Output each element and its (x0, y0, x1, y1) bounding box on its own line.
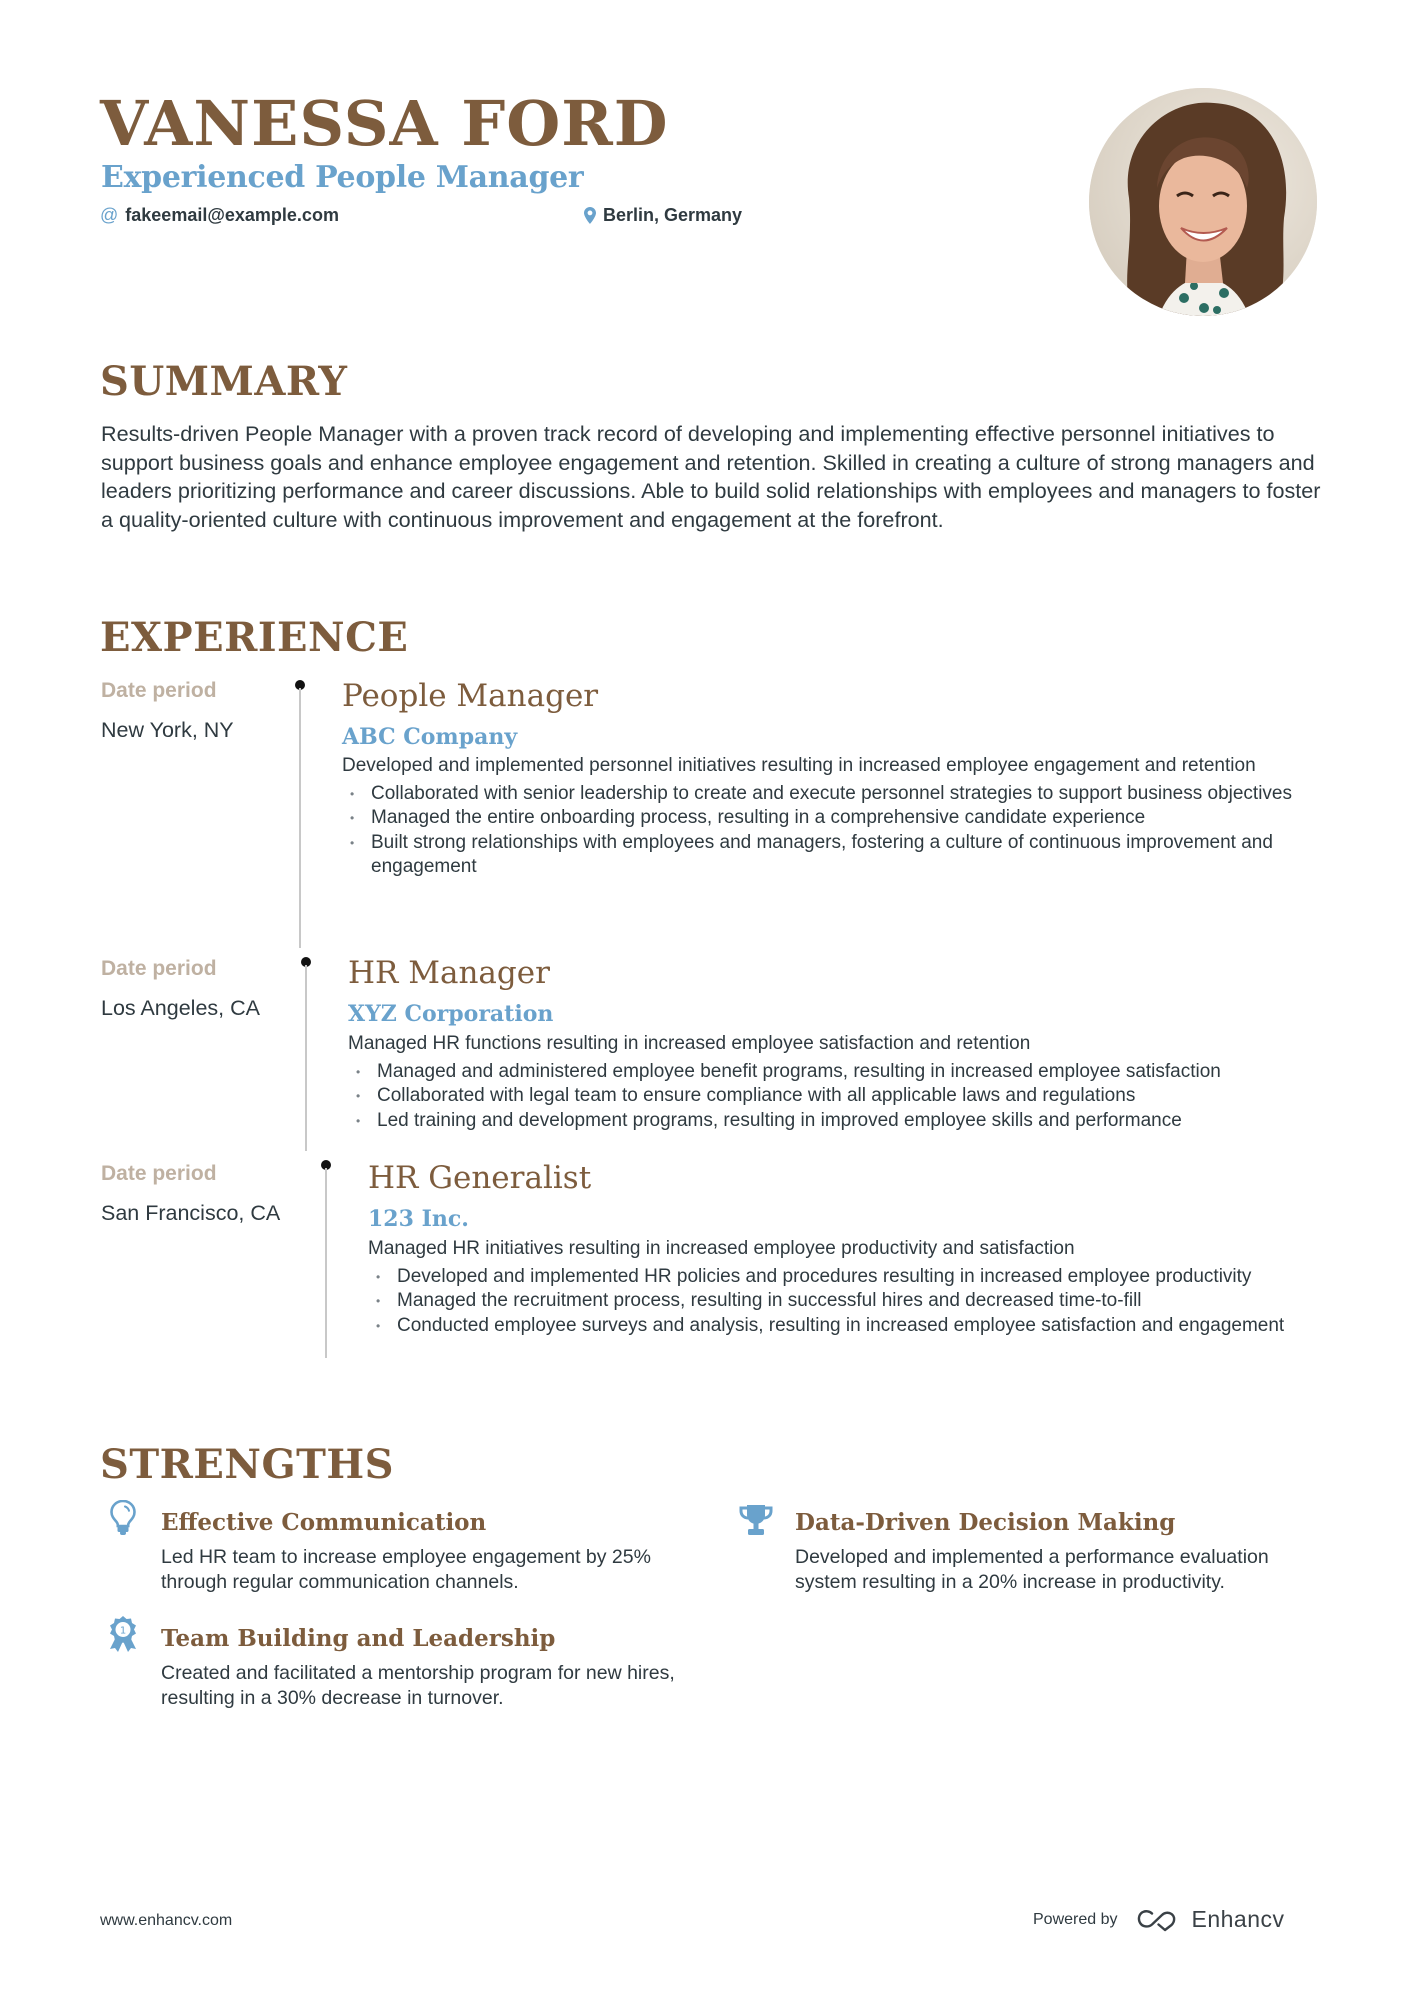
job-bullet: • Conducted employee surveys and analysis, resulting in increased employee satisfaction and engagement (368, 1314, 1288, 1339)
job-date: Date period (101, 1162, 217, 1185)
job-bullets (342, 782, 1302, 880)
job-date: Date period (101, 957, 217, 980)
job-description: Managed HR initiatives resulting in increased employee productivity and satisfaction (368, 1238, 1075, 1259)
candidate-title: Experienced People Manager (101, 160, 584, 195)
job-title: HR Generalist (368, 1160, 592, 1196)
job-title: People Manager (342, 678, 599, 714)
timeline-line (305, 965, 307, 1151)
job-bullet: • Collaborated with legal team to ensure compliance with all applicable laws and regulations (348, 1084, 1328, 1109)
email-text: fakeemail@example.com (125, 205, 339, 225)
strength-description: Led HR team to increase employee engagement by 25% through regular communication channels. (161, 1546, 651, 1593)
location-text: Berlin, Germany (603, 205, 743, 225)
job-body (348, 1032, 1328, 1133)
job-body (342, 754, 1302, 880)
map-pin-icon (584, 207, 596, 224)
job-location: San Francisco, CA (101, 1201, 281, 1225)
footer-powered-by[interactable] (1033, 1906, 1285, 1933)
at-icon: @ (100, 205, 119, 225)
job-bullet: • Managed the entire onboarding process, resulting in a comprehensive candidate experience (342, 806, 1302, 831)
trophy-icon (738, 1504, 768, 1542)
job-description: Developed and implemented personnel initiatives resulting in increased employee engagement and retention (342, 755, 1256, 776)
job-company: 123 Inc. (368, 1206, 469, 1232)
job-bullet: • Developed and implemented HR policies and procedures resulting in increased employee productivity (368, 1265, 1288, 1290)
strengths-heading: STRENGTHS (100, 1441, 395, 1488)
avatar (1089, 88, 1317, 316)
candidate-name: VANESSA FORD (100, 87, 669, 160)
job-description: Managed HR functions resulting in increased employee satisfaction and retention (348, 1033, 1031, 1054)
lightbulb-icon (110, 1500, 140, 1538)
summary-text: Results-driven People Manager with a proven track record of developing and implementing effective personnel initiatives to support business goals and enhance employee engagement and retention. Skilled in creating a culture of strong managers and leaders prioritizing performance and career discussions. Able to build solid relationships with employees and managers to foster a quality-oriented culture with continuous improvement and engagement at the forefront. (101, 421, 1321, 532)
strength-title: Effective Communication (161, 1509, 487, 1536)
job-bullets (368, 1265, 1288, 1339)
strength-description: Created and facilitated a mentorship program for new hires, resulting in a 30% decrease in turnover. (161, 1662, 675, 1709)
experience-heading: EXPERIENCE (100, 614, 409, 661)
job-date: Date period (101, 679, 217, 702)
job-body (368, 1237, 1288, 1338)
job-bullets (348, 1060, 1328, 1134)
award-ribbon-icon (107, 1615, 137, 1653)
brand-name: Enhancv (1191, 1906, 1285, 1932)
job-bullet: • Built strong relationships with employees and managers, fostering a culture of continuous improvement and engagement (342, 831, 1302, 880)
job-bullet: • Managed the recruitment process, resulting in successful hires and decreased time-to-fill (368, 1289, 1288, 1314)
job-company: XYZ Corporation (348, 1001, 554, 1027)
job-bullet: • Managed and administered employee benefit programs, resulting in increased employee satisfaction (348, 1060, 1328, 1085)
enhancv-logo-icon (1136, 1908, 1182, 1932)
enhancv-brand (1136, 1906, 1285, 1933)
job-bullet: • Collaborated with senior leadership to create and execute personnel strategies to support business objectives (342, 782, 1302, 807)
strength-title: Team Building and Leadership (161, 1625, 556, 1652)
job-company: ABC Company (342, 724, 518, 750)
powered-by-label: Powered by (1033, 1910, 1118, 1928)
svg-text:1: 1 (119, 1625, 127, 1637)
job-bullet: • Led training and development programs, resulting in improved employee skills and performance (348, 1109, 1328, 1134)
timeline-line (299, 688, 301, 948)
contact-location (584, 203, 742, 227)
footer-website-link[interactable]: www.enhancv.com (100, 1912, 233, 1929)
job-title: HR Manager (348, 955, 550, 991)
job-location: New York, NY (101, 718, 234, 742)
summary-heading: SUMMARY (100, 358, 348, 405)
job-location: Los Angeles, CA (101, 996, 260, 1020)
strength-description: Developed and implemented a performance evaluation system resulting in a 20% increase in productivity. (795, 1546, 1269, 1593)
strength-title: Data-Driven Decision Making (795, 1509, 1176, 1536)
contact-email[interactable] (100, 203, 339, 227)
timeline-line (325, 1168, 327, 1358)
